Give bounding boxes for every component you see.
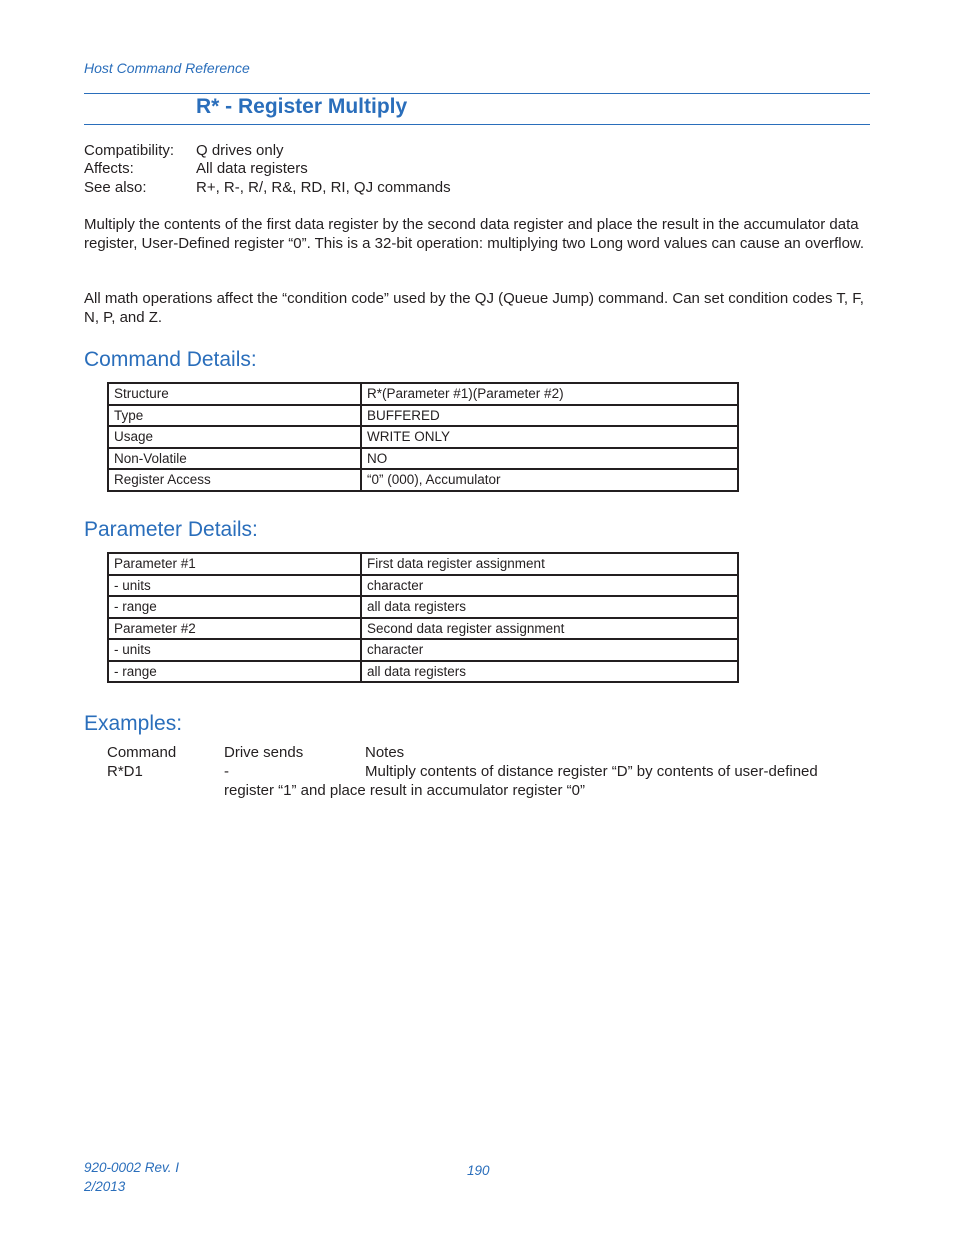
meta-value-see-also: R+, R-, R/, R&, RD, RI, QJ commands — [196, 179, 451, 196]
example-notes: Multiply contents of distance register “D” by contents of user-defined — [365, 763, 818, 780]
table-row — [108, 553, 738, 575]
table-row — [108, 426, 738, 448]
table-row — [108, 618, 738, 640]
table-cell: all data registers — [361, 661, 738, 683]
table-cell: Non-Volatile — [108, 448, 361, 470]
table-cell: - range — [108, 661, 361, 683]
title-rule-top — [84, 93, 870, 94]
meta-value-compatibility: Q drives only — [196, 142, 284, 159]
table-row — [108, 596, 738, 618]
meta-label-compatibility: Compatibility: — [84, 142, 175, 159]
meta-value-affects: All data registers — [196, 160, 308, 177]
table-row — [108, 575, 738, 597]
table-cell: character — [361, 639, 738, 661]
parameter-details-heading: Parameter Details: — [84, 518, 258, 541]
command-details-table — [107, 382, 739, 492]
table-row — [108, 448, 738, 470]
examples-column-drive-sends: Drive sends — [224, 744, 304, 761]
table-cell: character — [361, 575, 738, 597]
example-command: R*D1 — [107, 763, 143, 780]
table-cell: “0” (000), Accumulator — [361, 469, 738, 491]
footer-page-number: 190 — [467, 1163, 490, 1178]
command-details-heading: Command Details: — [84, 348, 257, 371]
meta-label-see-also: See also: — [84, 179, 147, 196]
table-cell: NO — [361, 448, 738, 470]
table-row — [108, 405, 738, 427]
example-notes-continued: register “1” and place result in accumulator register “0” — [224, 782, 585, 799]
examples-column-command: Command — [107, 744, 177, 761]
table-cell: Structure — [108, 383, 361, 405]
table-cell: Type — [108, 405, 361, 427]
table-cell: R*(Parameter #1)(Parameter #2) — [361, 383, 738, 405]
examples-column-notes: Notes — [365, 744, 405, 761]
table-cell: BUFFERED — [361, 405, 738, 427]
example-drive-sends: - — [224, 763, 229, 780]
table-row — [108, 383, 738, 405]
table-cell: Second data register assignment — [361, 618, 738, 640]
table-cell: Register Access — [108, 469, 361, 491]
parameter-details-table — [107, 552, 739, 683]
table-cell: First data register assignment — [361, 553, 738, 575]
table-cell: all data registers — [361, 596, 738, 618]
footer-date: 2/2013 — [84, 1179, 126, 1194]
title-rule-bottom — [84, 124, 870, 125]
table-cell: Usage — [108, 426, 361, 448]
meta-label-affects: Affects: — [84, 160, 134, 177]
examples-heading: Examples: — [84, 712, 183, 735]
table-cell: Parameter #2 — [108, 618, 361, 640]
table-row — [108, 639, 738, 661]
footer-doc-number: 920-0002 Rev. I — [84, 1160, 180, 1175]
table-row — [108, 661, 738, 683]
table-cell: - units — [108, 575, 361, 597]
page-title: R* - Register Multiply — [196, 95, 408, 118]
table-cell: Parameter #1 — [108, 553, 361, 575]
table-cell: WRITE ONLY — [361, 426, 738, 448]
condition-code-paragraph: All math operations affect the “condition code” used by the QJ (Queue Jump) command. Can set condition codes T, F, N, P, and Z. — [84, 290, 864, 326]
running-header: Host Command Reference — [84, 60, 250, 76]
table-row — [108, 469, 738, 491]
table-cell: - range — [108, 596, 361, 618]
table-cell: - units — [108, 639, 361, 661]
description-paragraph: Multiply the contents of the first data register by the second data register and place the result in the accumulator data register, User-Defined register “0”. This is a 32-bit operation: multiplying two Long word values can cause an overflow. — [84, 216, 865, 252]
